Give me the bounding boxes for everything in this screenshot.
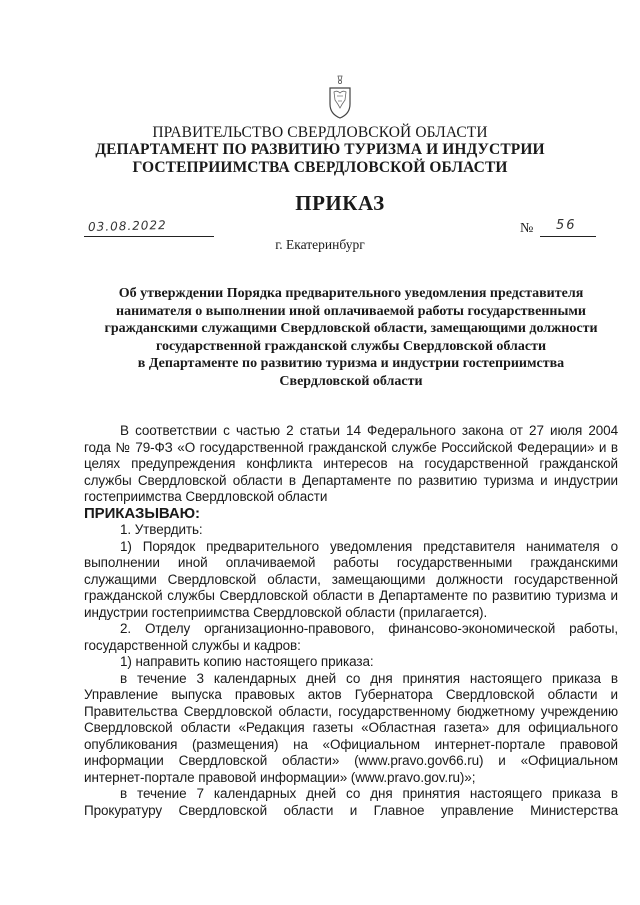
item-2-1-a: в течение 3 календарных дней со дня принятия настоящего приказа в Управление выпуска правовых актов Губернатора Свердловской области и Правительства Свердловской области, государственному бюджетному учреждению Свердловской области «Редакция газеты «Областная газета» для официального опубликования (размещения) на «Официальном интернет-портале правовой информации Свердловской области» (www.pravo.gov66.ru) и «Официальном интернет-портале правовой информации» (www.pravo.gov.ru)»; xyxy=(84,670,618,785)
order-title xyxy=(84,285,618,391)
title-line: Об утверждении Порядка предварительного уведомления представителя xyxy=(118,286,584,301)
government-name: ПРАВИТЕЛЬСТВО СВЕРДЛОВСКОЙ ОБЛАСТИ xyxy=(152,124,488,141)
item-1: 1. Утвердить: xyxy=(120,522,203,537)
item-2-1-b: в течение 7 календарных дней со дня принятия настоящего приказа в Прокуратуру Свердловской области и Главное управление Министерства xyxy=(84,786,618,818)
department-name-line2: ГОСТЕПРИИМСТВА СВЕРДЛОВСКОЙ ОБЛАСТИ xyxy=(132,159,508,176)
title-line: государственной гражданской службы Свердловской области xyxy=(155,338,547,354)
item-2: 2. Отделу организационно-правового, финансово-экономической работы, государственной службы и кадров: xyxy=(84,621,618,653)
document-type: ПРИКАЗ xyxy=(295,191,385,215)
department-name-line1: ДЕПАРТАМЕНТ ПО РАЗВИТИЮ ТУРИЗМА И ИНДУСТРИИ xyxy=(95,141,545,158)
title-line: нанимателя о выполнении иной оплачиваемой работы государственными xyxy=(116,303,586,319)
coat-of-arms-icon xyxy=(328,74,352,120)
title-line: гражданскими служащими Свердловской области, замещающими должности xyxy=(104,321,598,337)
title-line: Свердловской области xyxy=(279,373,423,389)
title-line: в Департаменте по развитию туризма и индустрии гостеприимства xyxy=(137,356,565,372)
city: г. Екатеринбург xyxy=(275,237,365,252)
intro-paragraph: В соответствии с частью 2 статьи 14 Федерального закона от 27 июля 2004 года № 79-ФЗ «О государственной гражданской службе Российской Федерации» и в целях предупреждения конфликта интересов на государственной гражданской службы Свердловской области в Департаменте по развитию туризма и индустрии гостеприимства Свердловской области xyxy=(84,423,618,504)
order-word: ПРИКАЗЫВАЮ: xyxy=(84,504,200,522)
order-number: 56 xyxy=(556,218,577,233)
item-2-1: 1) направить копию настоящего приказа: xyxy=(120,654,374,669)
order-date: 03.08.2022 xyxy=(87,217,167,235)
order-body xyxy=(84,423,618,819)
item-1-1: 1) Порядок предварительного уведомления представителя нанимателя о выполнении иной оплачиваемой работы государственными гражданскими служащими Свердловской области, замещающими должности государственной гражданской службы Свердловской области в Департаменте по развитию туризма и индустрии гостеприимства Свердловской области (прилагается). xyxy=(84,538,618,620)
number-label: № xyxy=(520,221,534,236)
